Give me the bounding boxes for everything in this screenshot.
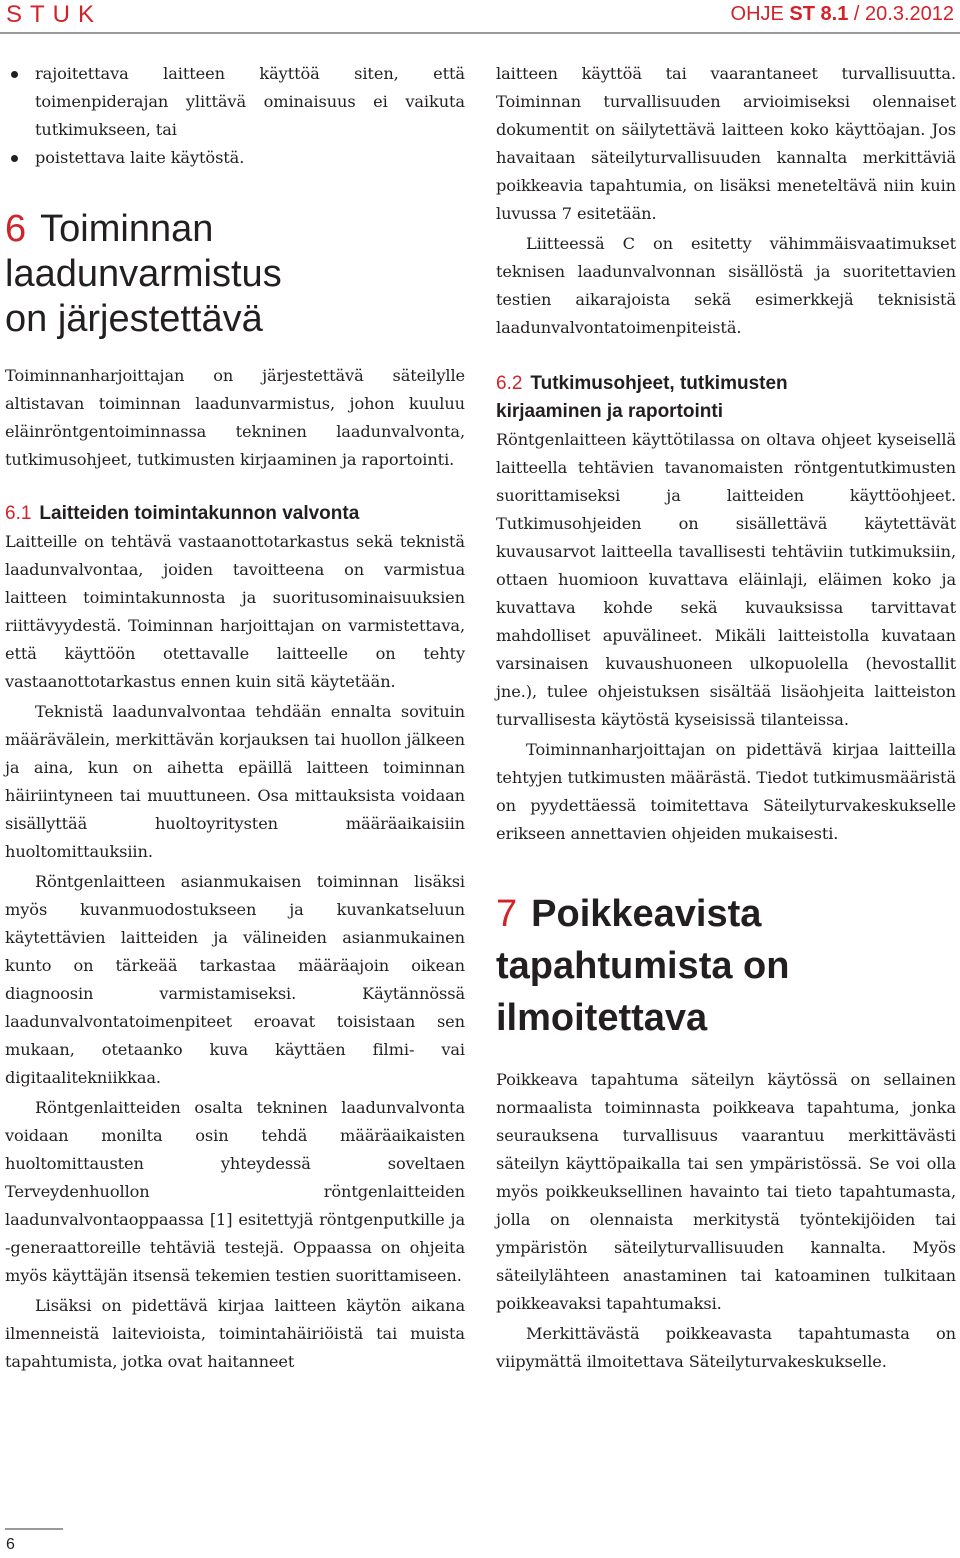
right-column bbox=[496, 60, 956, 1376]
footer-rule bbox=[5, 1528, 63, 1530]
bullet-icon bbox=[11, 155, 18, 162]
section-6-heading: 6 Toiminnan laadunvarmistus on järjestettävä bbox=[5, 208, 282, 340]
paragraph: Röntgenlaitteen asianmukaisen toiminnan lisäksi myös kuvanmuodostukseen ja kuvankatseluun käytettävien laitteiden ja välineiden asianmukainen kunto on tärkeää tarkastaa määräajoin oikean diagnoosin varmistamiseksi. Käytännössä laadunvalvontatoimenpiteet eroavat toisistaan sen mukaan, otetaanko kuva käyttäen filmi- vai digitaalitekniikkaa. bbox=[5, 872, 465, 1087]
list-item: rajoitettava laitteen käyttöä siten, että toimenpiderajan ylittävä ominaisuus ei vaikuta tutkimukseen, tai bbox=[5, 60, 465, 144]
bullet-icon bbox=[11, 71, 18, 78]
list-item: poistettava laite käytöstä. bbox=[5, 144, 465, 172]
section-6-1-heading: 6.1 Laitteiden toimintakunnon valvonta bbox=[5, 503, 360, 524]
page-header bbox=[0, 0, 960, 34]
paragraph: Poikkeava tapahtuma säteilyn käytössä on sellainen normaalista toiminnasta poikkeava tapahtuma, jonka seurauksena turvallisuus vaarantuu merkittävästi säteilyn käyttöpaikalla tai sen ympäristössä. Se voi olla myös poikkeuksellinen havainto tai tieto tapahtumasta, jolla on olennaista merkitystä työntekijöiden tai ympäristön säteilyturvallisuuden kannalta. Myös säteilylähteen anastaminen tai katoaminen tulkitaan poikkeavaksi tapahtumaksi. bbox=[496, 1070, 956, 1313]
section-number: 6.1 bbox=[5, 503, 32, 524]
section-number: 6 bbox=[5, 208, 27, 250]
page-number: 6 bbox=[6, 1536, 15, 1553]
paragraph: Laitteille on tehtävä vastaanottotarkastus sekä teknistä laadunvalvontaa, joiden tavoitteena on varmistua laitteen toimintakunnosta ja suoritusominaisuuksien riittävyydestä. Toiminnan harjoittajan on varmistettava, että käyttöön otettavalle laitteelle on tehty vastaanottotarkastus ennen kuin sitä käytetään. bbox=[5, 532, 465, 691]
paragraph: Röntgenlaitteiden osalta tekninen laadunvalvonta voidaan monilta osin tehdä määräaikaisten huoltomittausten yhteydessä soveltaen Terveydenhuollon röntgenlaitteiden laadunvalvontaoppaassa [1] esitettyjä röntgenputkille ja -generaattoreille tehtäviä testejä. Oppaassa on ohjeita myös käyttäjän itsensä tekemien testien suorittamiseen. bbox=[5, 1098, 465, 1285]
paragraph: Röntgenlaitteen käyttötilassa on oltava ohjeet kyseisellä laitteella tehtävien tavanomaisten röntgentutkimusten suorittamiseksi ja laitteiden käyttöohjeet. Tutkimusohjeiden on sisällettävä käytettävät kuvausarvot laitteella tavallisesti tehtäviin tutkimuksiin, ottaen huomioon kuvattava eläinlaji, eläimen koko ja kuvattava kohde sekä kuvauksissa tarvittavat mahdolliset apuvälineet. Mikäli laitteistolla kuvataan varsinaisen kuvaushuoneen ulkopuolella (hevostallit jne.), tulee ohjeistuksen sisältää lisäohjeita laitteiston turvallisesta käytöstä kyseisissä tilanteissa. bbox=[496, 430, 956, 729]
section-number: 7 bbox=[496, 893, 518, 935]
section-6-intro: Toiminnanharjoittajan on järjestettävä säteilylle altistavan toiminnan laadunvarmistus, johon kuuluu eläinröntgentoiminnassa tekninen laadunvalvonta, tutkimusohjeet, tutkimusten kirjaaminen ja raportointi. bbox=[5, 366, 465, 469]
guide-id: ST 8.1 bbox=[789, 3, 849, 25]
section-7-heading: 7 Poikkeavista tapahtumista on ilmoitettava bbox=[496, 893, 790, 1039]
paragraph: laitteen käyttöä tai vaarantaneet turvallisuutta. Toiminnan turvallisuuden arvioimiseksi olennaiset dokumentit on säilytettävä laitteen koko käyttöajan. Jos havaitaan säteilyturvallisuuden kannalta merkittäviä poikkeavia tapahtumia, on lisäksi meneteltävä niin kuin luvussa 7 esitetään. bbox=[496, 64, 956, 223]
paragraph: Teknistä laadunvalvontaa tehdään ennalta sovituin määrävälein, merkittävän korjauksen tai huollon jälkeen ja aina, kun on aihetta epäillä laitteen toiminnan häiriintyneen tai muuttuneen. Osa mittauksista voidaan sisällyttää huoltoyritysten määräaikaisiin huoltomittauksiin. bbox=[5, 702, 465, 861]
paragraph: Merkittävästä poikkeavasta tapahtumasta on viipymättä ilmoitettava Säteilyturvakeskukselle. bbox=[496, 1324, 956, 1371]
guide-prefix: OHJE bbox=[730, 3, 784, 25]
bullet-list bbox=[5, 60, 465, 172]
left-column bbox=[5, 60, 465, 1376]
paragraph: Lisäksi on pidettävä kirjaa laitteen käytön aikana ilmenneistä laitevioista, toimintahäiriöistä tai muista tapahtumista, jotka ovat haitanneet bbox=[5, 1296, 465, 1371]
guide-date: / 20.3.2012 bbox=[853, 3, 954, 25]
paragraph: Liitteessä C on esitetty vähimmäisvaatimukset teknisen laadunvalvonnan sisällöstä ja suoritettavien testien aikarajoista sekä esimerkkejä teknisistä laadunvalvontatoimenpiteistä. bbox=[496, 234, 956, 337]
paragraph: Toiminnanharjoittajan on pidettävä kirjaa laitteilla tehtyjen tutkimusten määrästä. Tiedot tutkimusmääristä on pyydettäessä toimitettava Säteilyturvakeskukselle erikseen annettavien ohjeiden mukaisesti. bbox=[496, 740, 956, 843]
brand-logo-text: STUK bbox=[6, 1, 103, 28]
section-number: 6.2 bbox=[496, 373, 523, 394]
document-reference bbox=[731, 3, 954, 26]
section-6-2-heading: 6.2 Tutkimusohjeet, tutkimusten kirjaaminen ja raportointi bbox=[496, 373, 788, 422]
